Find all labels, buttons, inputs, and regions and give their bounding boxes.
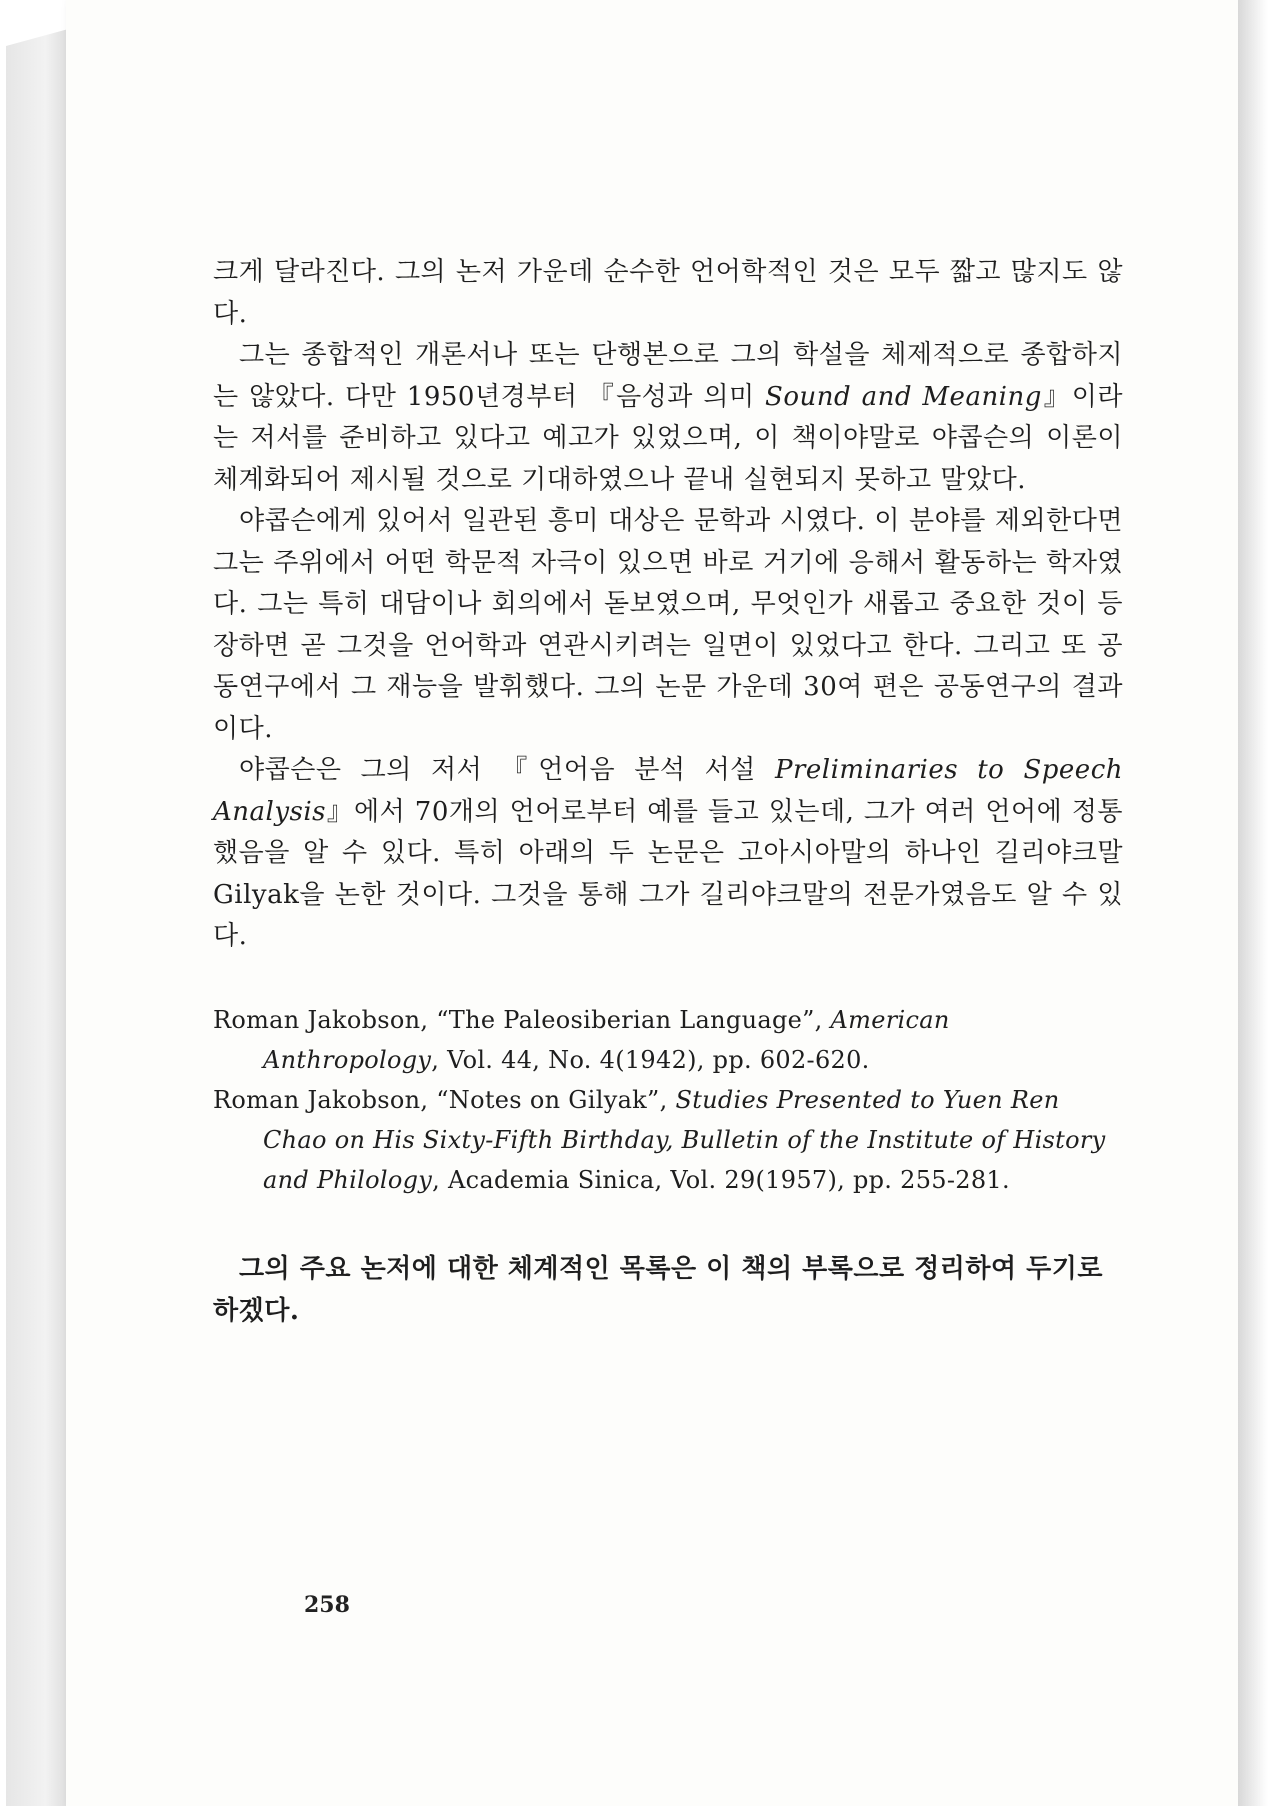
page-edge-shadow xyxy=(1238,0,1268,1806)
paragraph xyxy=(213,750,1123,958)
reference-entry xyxy=(213,1080,1123,1200)
body-text xyxy=(213,252,1123,958)
text-run: 』에서 70개의 언어로부터 예를 들고 있는데, 그가 여러 언어에 정통했음을 알 수 있다. 특히 아래의 두 논문은 고아시아말의 하나인 길리야크말 Gilyak을 논한 것이다. 그것을 통해 그가 길리야크말의 전문가였음도 알 수 있다. xyxy=(213,796,1123,951)
paragraph xyxy=(213,501,1123,750)
page-content xyxy=(213,252,1123,1358)
paragraph xyxy=(213,335,1123,501)
text-run: 크게 달라진다. 그의 논저 가운데 순수한 언어학적인 것은 모두 짧고 많지도 않다. xyxy=(213,257,1123,329)
book-spine-edge xyxy=(6,28,72,1806)
closing-paragraph: 그의 주요 논저에 대한 체계적인 목록은 이 책의 부록으로 정리하여 두기로 하겠다. xyxy=(213,1253,1103,1326)
text-run: 』이라는 저서를 준비하고 있다고 예고가 있었으며, 이 책이야말로 야콥슨의 이론이 체계화되어 제시될 것으로 기대하였으나 끝내 실현되지 못하고 말았다. xyxy=(213,381,1123,495)
reference-list xyxy=(213,1000,1123,1200)
italic-title: Preliminaries to Speech Analysis xyxy=(213,755,1123,827)
italic-title: Sound and Meaning xyxy=(765,381,1042,412)
italic-title: Studies Presented to Yuen Ren Chao on His Sixty-Fifth Birthday, Bulletin of the Institute of History and Philology xyxy=(263,1085,1106,1194)
text-run: 야콥슨은 그의 저서 『언어음 분석 서설 xyxy=(239,755,775,785)
paragraph xyxy=(213,252,1123,335)
reference-entry xyxy=(213,1000,1123,1080)
italic-title: American Anthropology xyxy=(263,1005,950,1074)
page-number: 258 xyxy=(304,1592,350,1618)
text-run: 그는 종합적인 개론서나 또는 단행본으로 그의 학설을 체제적으로 종합하지는 않았다. 다만 1950년경부터 『음성과 의미 xyxy=(213,340,1123,412)
text-run: , Academia Sinica, Vol. 29(1957), pp. 255-281. xyxy=(432,1165,1010,1194)
text-run: Roman Jakobson, “The Paleosiberian Language”, xyxy=(213,1005,831,1034)
text-run: 야콥슨에게 있어서 일관된 흥미 대상은 문학과 시였다. 이 분야를 제외한다면 그는 주위에서 어떤 학문적 자극이 있으면 바로 거기에 응해서 활동하는 학자였다. 그는 특히 대담이나 회의에서 돋보였으며, 무엇인가 새롭고 중요한 것이 등장하면 곧 그것을 언어학과 연관시키려는 일면이 있었다고 한다. 그리고 또 공동연구에서 그 재능을 발휘했다. 그의 논문 가운데 30여 편은 공동연구의 결과이다. xyxy=(213,506,1123,744)
text-run: Roman Jakobson, “Notes on Gilyak”, xyxy=(213,1085,676,1114)
text-run: , Vol. 44, No. 4(1942), pp. 602-620. xyxy=(431,1045,870,1074)
